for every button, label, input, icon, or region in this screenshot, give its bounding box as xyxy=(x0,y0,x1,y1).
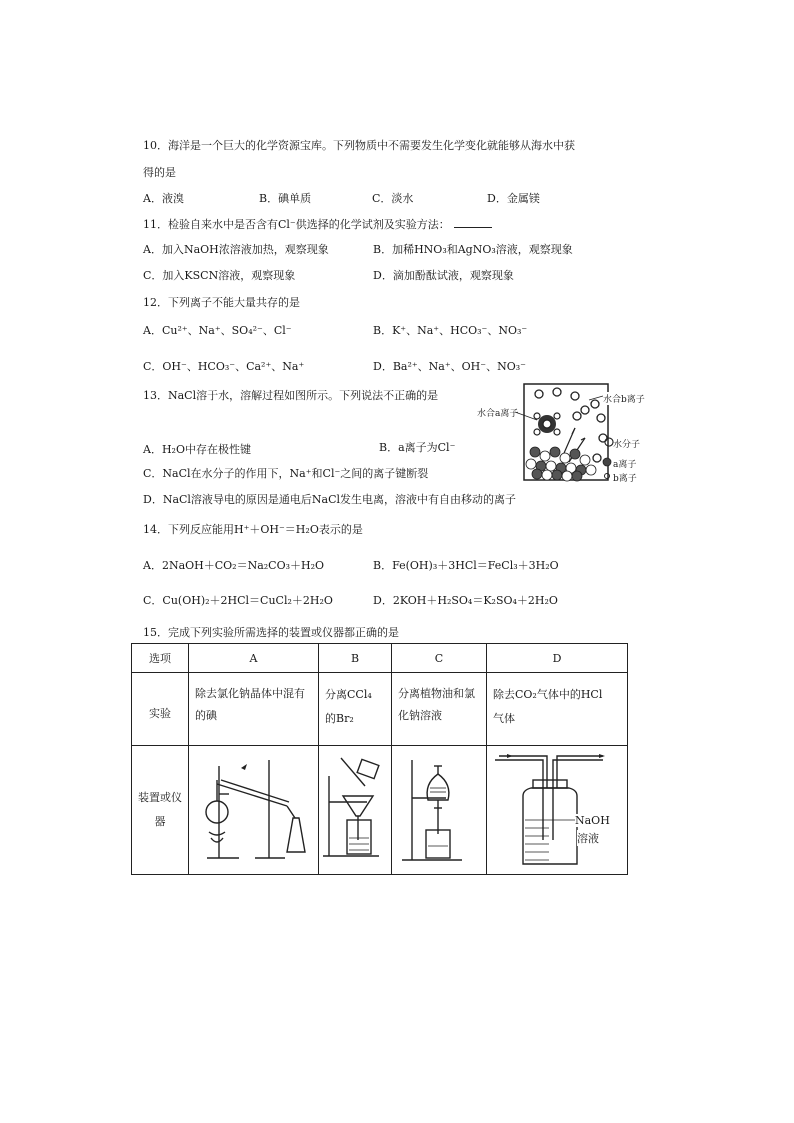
q14-option-c: C．Cu(OH)₂＋2HCl＝CuCl₂＋2H₂O xyxy=(143,594,333,607)
q10-option-d: D．金属镁 xyxy=(487,192,540,205)
q10-option-a: A．液溴 xyxy=(143,192,184,205)
q13-option-a: A．H₂O中存在极性键 xyxy=(143,443,251,456)
q14-option-b: B．Fe(OH)₃＋3HCl＝FeCl₃＋3H₂O xyxy=(373,559,559,572)
legend-a-ion: a离子 xyxy=(613,460,637,470)
q11-option-c: C．加入KSCN溶液，观察现象 xyxy=(143,269,296,282)
header-col-d: D xyxy=(487,644,628,673)
cell-experiment-d-line2: 气体 xyxy=(493,712,515,725)
cell-device-c xyxy=(392,746,487,875)
label-hydrated-a-ion: 水合a离子 xyxy=(477,409,519,419)
q14-option-a: A．2NaOH＋CO₂＝Na₂CO₃＋H₂O xyxy=(143,559,325,572)
q11-stem-text: 11．检验自来水中是否含有Cl⁻供选择的化学试剂及实验方法： xyxy=(143,218,450,231)
q10-stem-line1: 10．海洋是一个巨大的化学资源宝库。下列物质中不需要发生化学变化就能够从海水中获 xyxy=(143,139,575,152)
nacl-dissolution-figure xyxy=(477,382,645,487)
q13-option-c: C．NaCl在水分子的作用下，Na⁺和Cl⁻之间的离子键断裂 xyxy=(143,467,429,480)
cell-experiment-a: 除去氯化钠晶体中混有的碘 xyxy=(189,673,319,746)
table-row-device xyxy=(132,746,628,875)
header-option-label: 选项 xyxy=(132,644,189,673)
header-col-b: B xyxy=(319,644,392,673)
cell-experiment-b-line1: 分离CCl₄ xyxy=(325,688,372,701)
header-col-c: C xyxy=(392,644,487,673)
q11-option-d: D．滴加酚酞试液，观察现象 xyxy=(373,269,514,282)
experiment-table xyxy=(131,643,628,875)
label-hydrated-b-ion: 水合b离子 xyxy=(603,392,645,405)
separatory-funnel-icon xyxy=(392,746,486,874)
solution-label: 溶液 xyxy=(577,832,599,845)
cell-experiment-d xyxy=(487,673,628,746)
cell-device-a xyxy=(189,746,319,875)
q14-option-d: D．2KOH＋H₂SO₄＝K₂SO₄＋2H₂O xyxy=(373,594,558,607)
table-row-experiment xyxy=(132,673,628,746)
table-header-row xyxy=(132,644,628,673)
cell-experiment-c: 分离植物油和氯化钠溶液 xyxy=(392,673,487,746)
row-label-device: 装置或仪器 xyxy=(132,746,189,875)
q13-option-d: D．NaCl溶液导电的原因是通电后NaCl发生电离，溶液中有自由移动的离子 xyxy=(143,493,517,506)
q12-option-d: D．Ba²⁺、Na⁺、OH⁻、NO₃⁻ xyxy=(373,360,526,373)
q10-option-c: C．淡水 xyxy=(372,192,414,205)
naoh-label: NaOH xyxy=(575,814,610,827)
q14-stem: 14．下列反应能用H⁺＋OH⁻＝H₂O表示的是 xyxy=(143,523,363,536)
gas-washing-bottle-icon xyxy=(487,746,627,874)
cell-experiment-b xyxy=(319,673,392,746)
q10-option-b: B．碘单质 xyxy=(259,192,312,205)
cell-device-b xyxy=(319,746,392,875)
q13-option-b: B．a离子为Cl⁻ xyxy=(379,441,456,454)
q11-option-b: B．加稀HNO₃和AgNO₃溶液，观察现象 xyxy=(373,243,573,256)
cell-device-d xyxy=(487,746,628,875)
sublimation-distillation-apparatus-icon xyxy=(189,746,317,874)
answer-blank xyxy=(454,217,492,228)
q11-option-a: A．加入NaOH浓溶液加热，观察现象 xyxy=(143,243,329,256)
q12-option-c: C．OH⁻、HCO₃⁻、Ca²⁺、Na⁺ xyxy=(143,360,305,373)
legend-b-ion: b离子 xyxy=(613,474,637,484)
q11-stem xyxy=(143,216,492,232)
q12-option-a: A．Cu²⁺、Na⁺、SO₄²⁻、Cl⁻ xyxy=(143,324,292,337)
cell-experiment-d-line1: 除去CO₂气体中的HCl xyxy=(493,688,603,701)
q12-stem: 12．下列离子不能大量共存的是 xyxy=(143,296,300,309)
header-col-a: A xyxy=(189,644,319,673)
q15-stem: 15．完成下列实验所需选择的装置或仪器都正确的是 xyxy=(143,626,399,639)
funnel-filtration-apparatus-icon xyxy=(319,746,391,874)
row-label-experiment: 实验 xyxy=(132,673,189,746)
legend-water-molecule: 水分子 xyxy=(613,440,641,450)
q13-stem: 13．NaCl溶于水，溶解过程如图所示。下列说法不正确的是 xyxy=(143,389,439,402)
q12-option-b: B．K⁺、Na⁺、HCO₃⁻、NO₃⁻ xyxy=(373,324,528,337)
cell-experiment-b-line2: 的Br₂ xyxy=(325,712,354,725)
q10-stem-line2: 得的是 xyxy=(143,166,176,179)
